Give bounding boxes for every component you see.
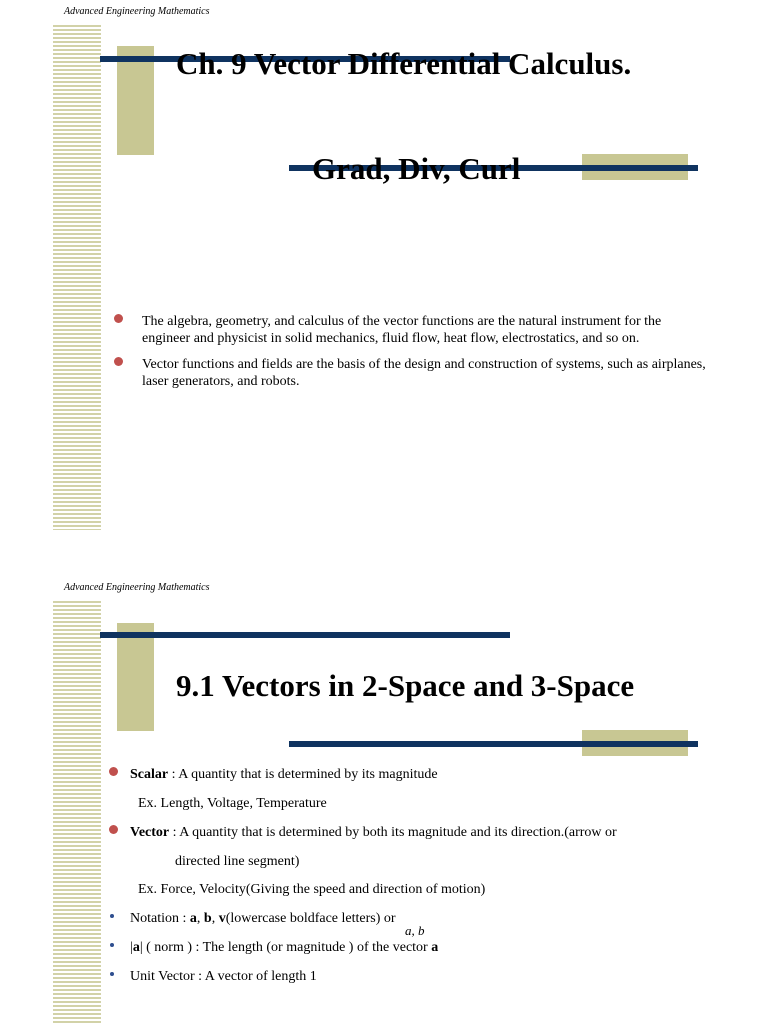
scalar-definition: Scalar : A quantity that is determined by its magnitude — [130, 767, 438, 782]
decorative-bar — [289, 741, 698, 747]
norm-line: |a| ( norm ) : The length (or magnitude ) of the vector a — [130, 940, 439, 955]
notation-italic: a, b — [405, 923, 425, 938]
bullet-text: Vector functions and fields are the basis of the design and construction of systems, such as airplanes, laser generators, and robots. — [142, 357, 706, 389]
slide-subtitle: Grad, Div, Curl — [312, 151, 521, 186]
bullet-icon — [114, 357, 123, 366]
scalar-example: Ex. Length, Voltage, Temperature — [138, 796, 327, 811]
bullet-text: The algebra, geometry, and calculus of the vector functions are the natural instrument for the engineer and physicist in solid mechanics, fluid flow, heat flow, electrostatics, and so on. — [142, 314, 662, 346]
decorative-box — [117, 623, 154, 731]
decorative-box — [117, 46, 154, 155]
small-bullet-icon — [110, 972, 114, 976]
list-item — [114, 313, 704, 356]
list-item — [114, 356, 704, 396]
decorative-stripes — [53, 25, 101, 530]
decorative-bar — [100, 632, 510, 638]
decorative-stripes — [53, 601, 101, 1024]
slide-title: Ch. 9 Vector Differential Calculus. — [176, 46, 632, 81]
slide-header: Advanced Engineering Mathematics — [64, 582, 210, 593]
bullet-icon — [109, 825, 118, 834]
bullet-list — [114, 313, 704, 396]
unit-vector-line: Unit Vector : A vector of length 1 — [130, 969, 317, 984]
vector-example: Ex. Force, Velocity(Giving the speed and direction of motion) — [138, 882, 486, 897]
vector-definition: Vector : A quantity that is determined by both its magnitude and its direction.(arrow or — [130, 825, 617, 840]
small-bullet-icon — [110, 943, 114, 947]
vector-definition-cont: directed line segment) — [175, 854, 300, 869]
slide-header: Advanced Engineering Mathematics — [64, 6, 210, 17]
bullet-icon — [114, 314, 123, 323]
slide-title: 9.1 Vectors in 2-Space and 3-Space — [176, 668, 635, 703]
bullet-icon — [109, 767, 118, 776]
small-bullet-icon — [110, 914, 114, 918]
notation-line: Notation : a, b, v(lowercase boldface letters) or — [130, 911, 396, 926]
